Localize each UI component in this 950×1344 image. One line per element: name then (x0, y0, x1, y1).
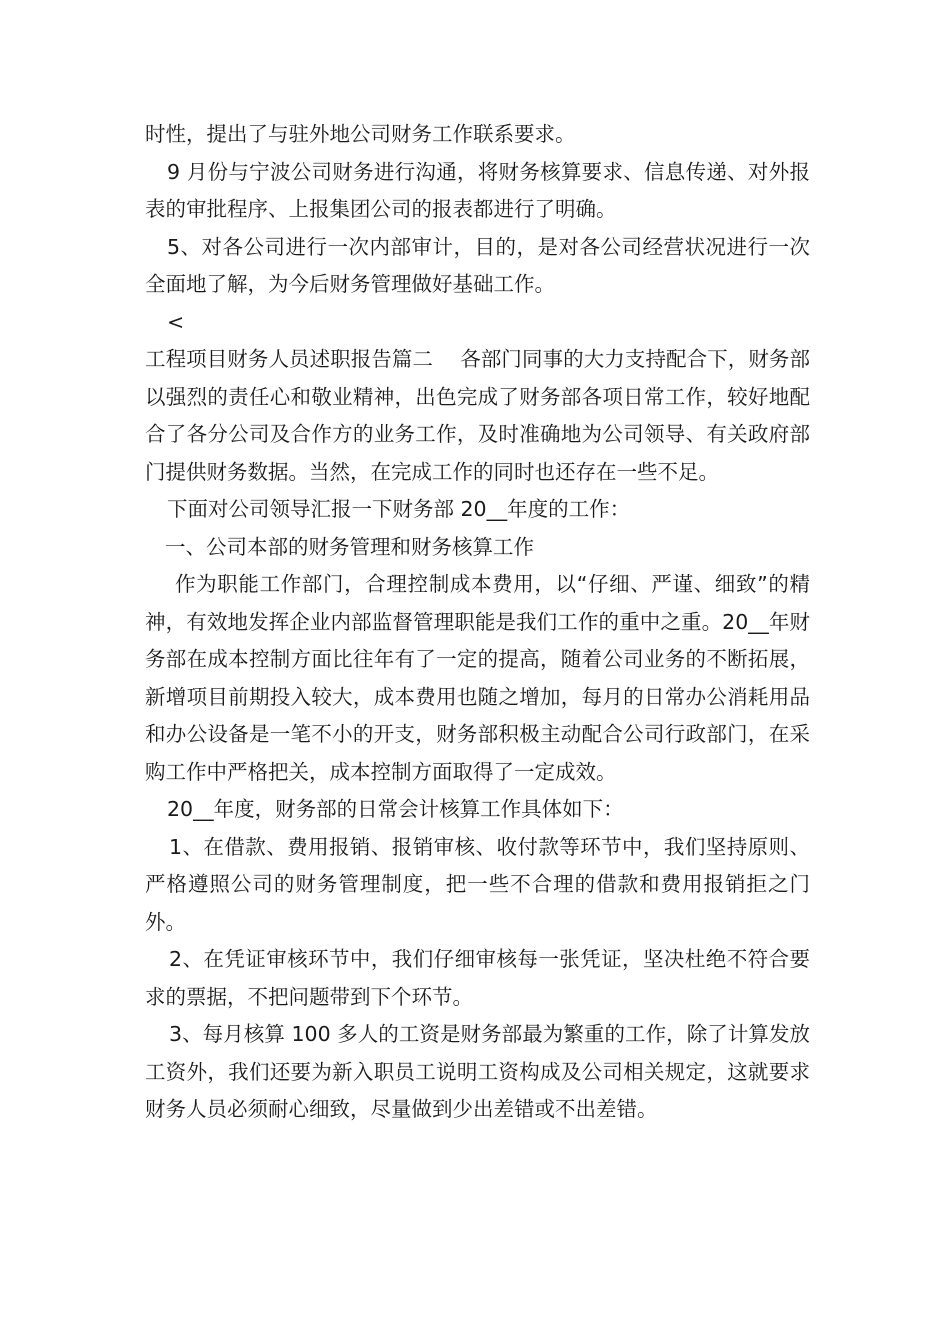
paragraph: 9 月份与宁波公司财务进行沟通，将财务核算要求、信息传递、对外报表的审批程序、上报集团公司的报表都进行了明确。 (145, 159, 810, 221)
paragraph: 5、对各公司进行一次内部审计，目的，是对各公司经营状况进行一次全面地了解，为今后财务管理做好基础工作。 (145, 234, 810, 296)
paragraph: 时性，提出了与驻外地公司财务工作联系要求。 (145, 122, 576, 146)
list-item: 1、在借款、费用报销、报销审核、收付款等环节中，我们坚持原则、严格遵照公司的财务管理制度，把一些不合理的借款和费用报销拒之门外。 (145, 834, 810, 934)
paragraph: 20__年度，财务部的日常会计核算工作具体如下： (167, 797, 624, 821)
section-heading-paragraph: 工程项目财务人员述职报告篇二 各部门同事的大力支持配合下，财务部以强烈的责任心和敬业精神，出色完成了财务部各项日常工作，较好地配合了各分公司及合作方的业务工作，及时准确地为公司领导、有关政府部门提供财务数据。当然，在完成工作的同时也还存在一些不足。 (145, 347, 810, 484)
document-body (145, 116, 810, 1129)
paragraph-marker: < (167, 309, 185, 334)
section-subheading: 一、公司本部的财务管理和财务核算工作 (165, 534, 534, 559)
list-item: 3、每月核算 100 多人的工资是财务部最为繁重的工作，除了计算发放工资外，我们还要为新入职员工说明工资构成及公司相关规定，这就要求财务人员必须耐心细致，尽量做到少出差错或不出差错。 (145, 1022, 810, 1121)
paragraph: 作为职能工作部门，合理控制成本费用，以“仔细、严谨、细致”的精神，有效地发挥企业内部监督管理职能是我们工作的重中之重。20__年财务部在成本控制方面比往年有了一定的提高，随着公司业务的不断拓展，新增项目前期投入较大，成本费用也随之增加，每月的日常办公消耗用品和办公设备是一笔不小的开支，财务部积极主动配合公司行政部门，在采购工作中严格把关，成本控制方面取得了一定成效。 (145, 572, 810, 784)
paragraph: 下面对公司领导汇报一下财务部 20__年度的工作： (167, 497, 631, 521)
list-item: 2、在凭证审核环节中，我们仔细审核每一张凭证，坚决杜绝不符合要求的票据，不把问题带到下个环节。 (145, 947, 810, 1009)
